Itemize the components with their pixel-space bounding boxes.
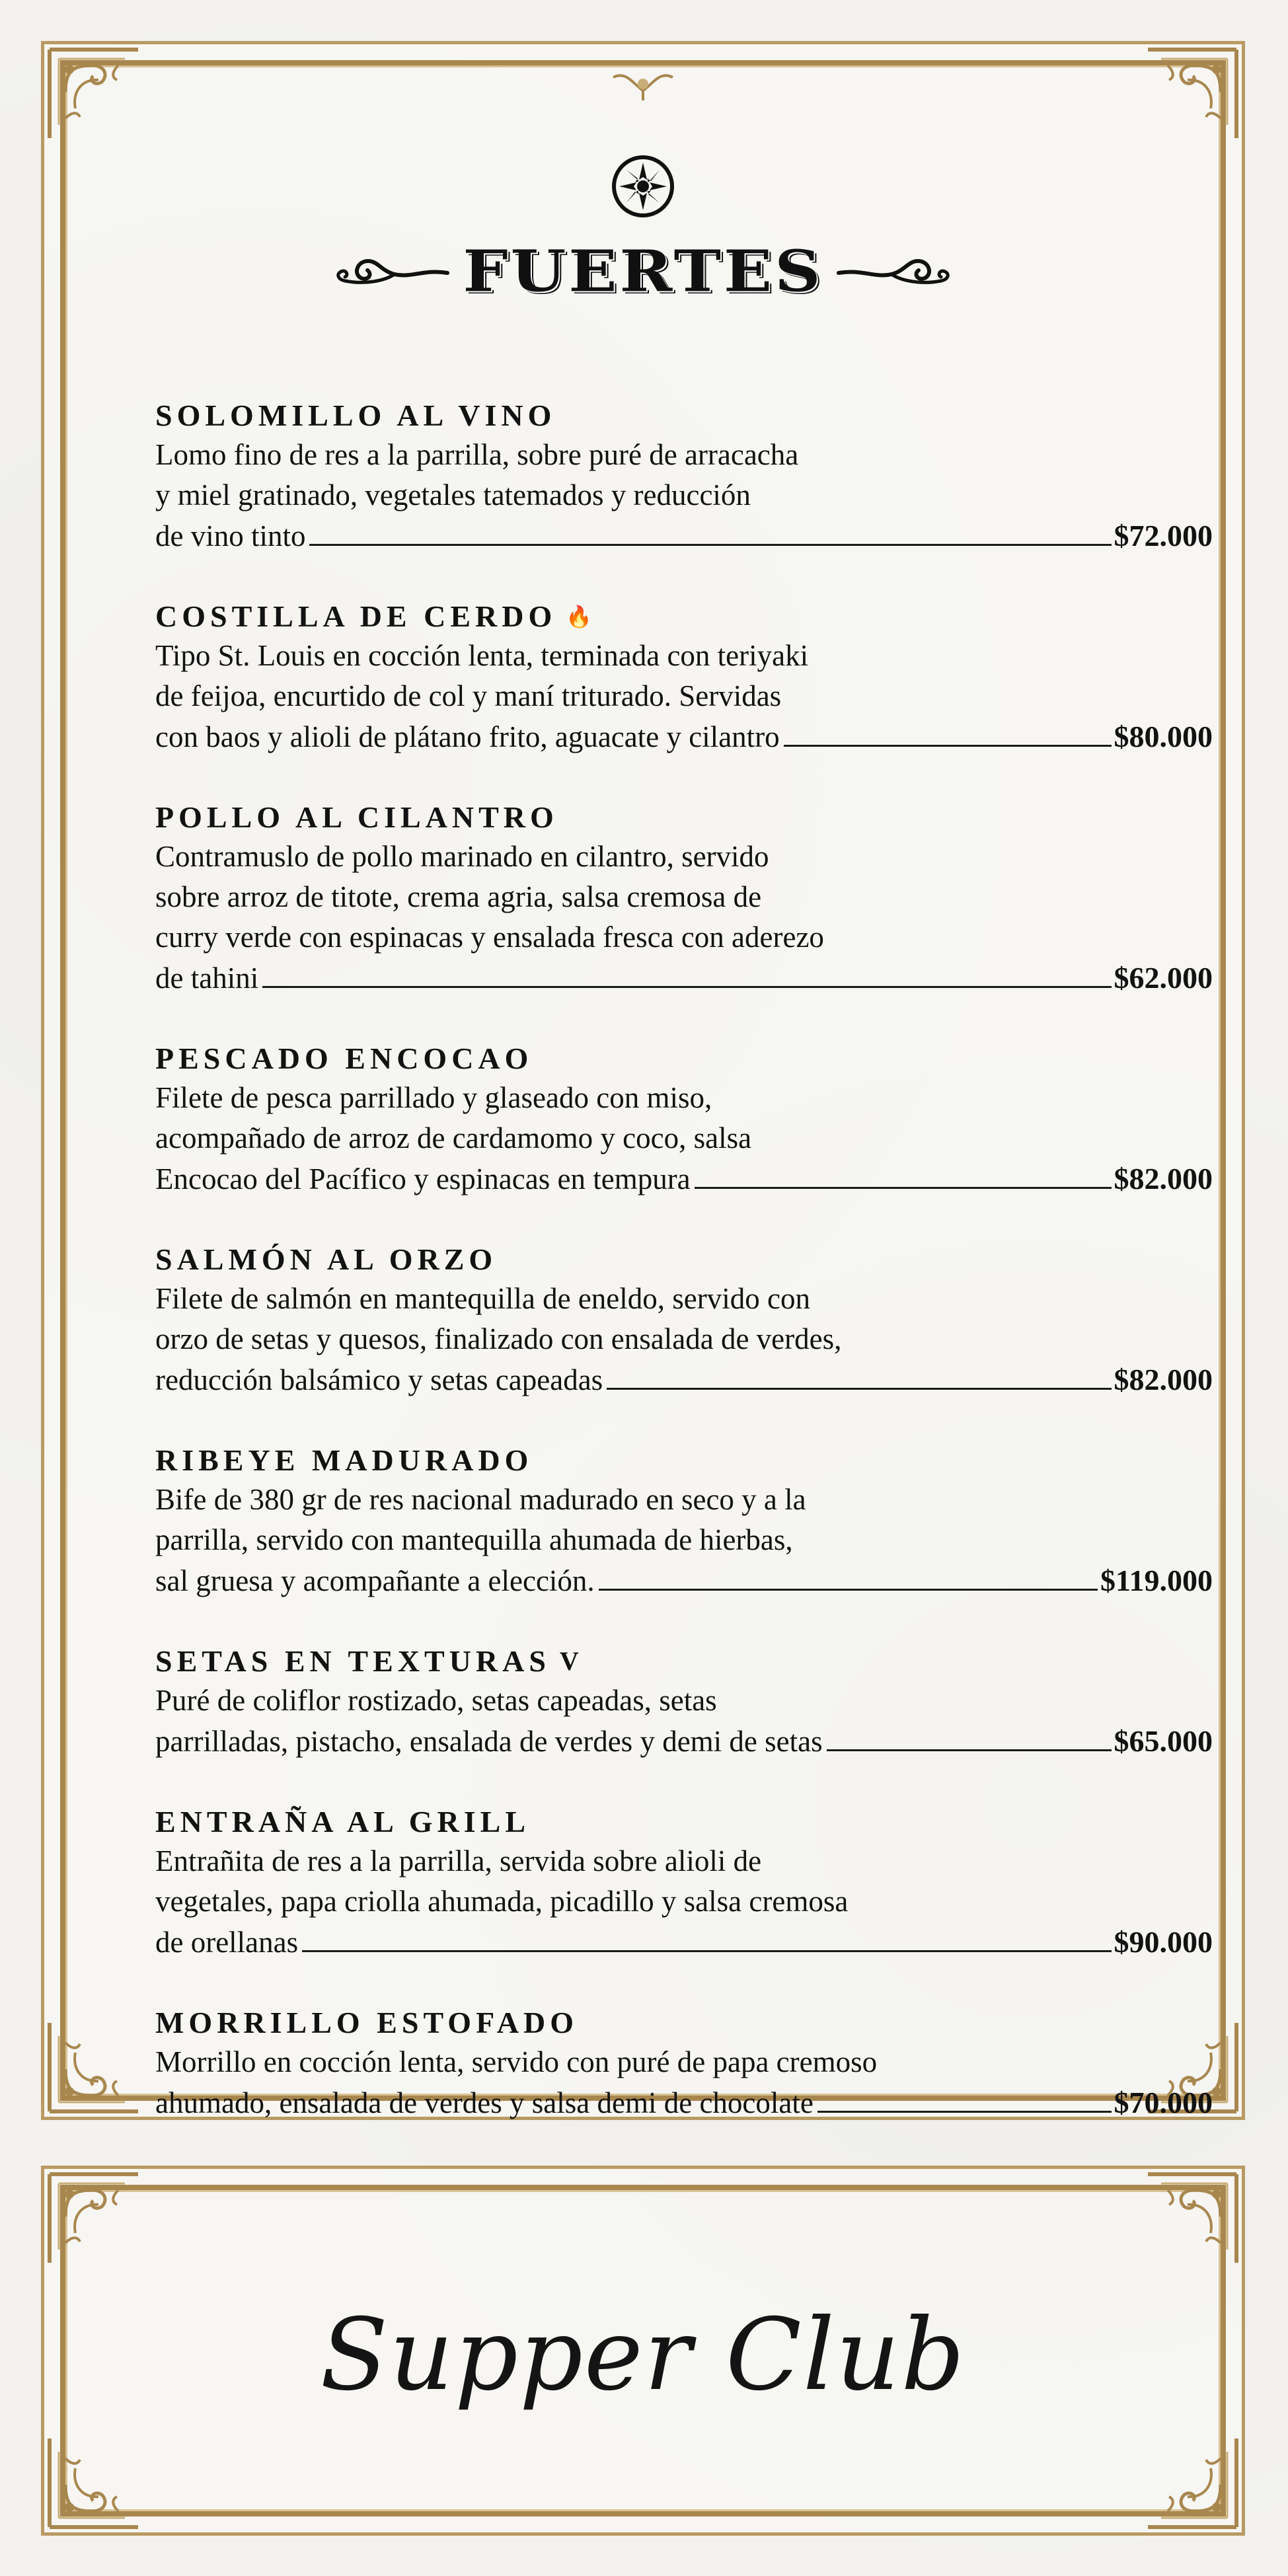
- description-line: de orellanas: [155, 1926, 299, 1959]
- description-line: de feijoa, encurtido de col y maní triturado. Servidas: [155, 679, 782, 712]
- dish-description: [155, 1078, 1213, 1199]
- description-last-line: [155, 1922, 1213, 1963]
- vegetarian-icon: V: [559, 1646, 579, 1676]
- menu-item: [155, 798, 1213, 999]
- menu-item: [155, 2004, 1213, 2123]
- corner-ornament-icon: [1141, 46, 1240, 145]
- corner-ornament-icon: [1141, 2170, 1240, 2269]
- menu-item: [155, 397, 1213, 556]
- sun-emblem-icon: [610, 153, 676, 219]
- description-line: parrilladas, pistacho, ensalada de verdes y demi de setas: [155, 1725, 823, 1758]
- corner-ornament-icon: [1141, 2432, 1240, 2531]
- dish-price: $119.000: [1100, 1564, 1213, 1597]
- dish-price: $72.000: [1114, 519, 1213, 552]
- dish-description: [155, 1841, 1213, 1963]
- leader-line: [827, 1749, 1112, 1751]
- description-line: orzo de setas y quesos, finalizado con ensalada de verdes,: [155, 1322, 842, 1355]
- dish-name: [155, 597, 1213, 636]
- dish-name: [155, 1040, 1213, 1078]
- dish-name-text: RIBEYE MADURADO: [155, 1443, 533, 1477]
- dish-description: [155, 1279, 1213, 1400]
- dish-price: $80.000: [1114, 720, 1213, 753]
- dish-description: [155, 636, 1213, 757]
- description-line: Entrañita de res a la parrilla, servida sobre alioli de: [155, 1844, 762, 1877]
- description-line: Tipo St. Louis en cocción lenta, terminada con teriyaki: [155, 639, 809, 672]
- description-line: con baos y alioli de plátano frito, aguacate y cilantro: [155, 720, 780, 753]
- dish-description: [155, 435, 1213, 556]
- corner-ornament-icon: [46, 46, 145, 145]
- scroll-flourish-icon: [332, 252, 451, 291]
- scroll-flourish-icon: [835, 252, 954, 291]
- section-title: FUERTES: [463, 237, 823, 305]
- description-line: Filete de salmón en mantequilla de eneldo, servido con: [155, 1282, 810, 1315]
- description-last-line: [155, 2082, 1213, 2123]
- dish-name: [155, 798, 1213, 837]
- dish-price: $90.000: [1114, 1925, 1213, 1959]
- menu-header: [44, 153, 1242, 309]
- leader-line: [817, 2110, 1112, 2113]
- description-line: curry verde con espinacas y ensalada fresca con aderezo: [155, 921, 824, 954]
- leader-line: [599, 1588, 1098, 1591]
- description-line: reducción balsámico y setas capeadas: [155, 1363, 603, 1396]
- description-line: sal gruesa y acompañante a elección.: [155, 1564, 595, 1597]
- leader-line: [302, 1950, 1111, 1952]
- menu-item: [155, 1441, 1213, 1601]
- description-line: Bife de 380 gr de res nacional madurado en seco y a la: [155, 1483, 806, 1516]
- corner-ornament-icon: [46, 2432, 145, 2531]
- description-line: Encocao del Pacífico y espinacas en tempura: [155, 1162, 691, 1195]
- leader-line: [309, 543, 1111, 546]
- dish-description: [155, 2042, 1213, 2123]
- dish-name: [155, 1642, 1213, 1681]
- menu-item: [155, 1803, 1213, 1963]
- brand-signature: Supper Club: [320, 2298, 966, 2413]
- dish-name: [155, 2004, 1213, 2042]
- dish-price: $82.000: [1114, 1162, 1213, 1195]
- menu-items: [155, 397, 1213, 2164]
- dish-name-text: SOLOMILLO AL VINO: [155, 398, 556, 432]
- dish-description: [155, 837, 1213, 999]
- description-last-line: [155, 1560, 1213, 1601]
- description-line: Morrillo en cocción lenta, servido con puré de papa cremoso: [155, 2045, 878, 2078]
- description-line: Lomo fino de res a la parrilla, sobre puré de arracacha: [155, 438, 799, 471]
- description-line: acompañado de arroz de cardamomo y coco, salsa: [155, 1121, 752, 1155]
- menu-item: [155, 1642, 1213, 1762]
- crest-ornament-icon: [607, 64, 679, 104]
- description-last-line: [155, 1158, 1213, 1199]
- menu-item: [155, 1240, 1213, 1400]
- description-last-line: [155, 716, 1213, 757]
- description-line: Contramuslo de pollo marinado en cilantro, servido: [155, 840, 769, 873]
- menu-item: [155, 597, 1213, 757]
- dish-price: $65.000: [1114, 1724, 1213, 1758]
- dish-name: [155, 1240, 1213, 1279]
- dish-name-text: PESCADO ENCOCAO: [155, 1042, 533, 1075]
- footer-card: [41, 2166, 1245, 2536]
- dish-name-text: SETAS EN TEXTURAS: [155, 1644, 550, 1678]
- dish-price: $82.000: [1114, 1363, 1213, 1396]
- corner-ornament-icon: [46, 2016, 145, 2115]
- description-line: ahumado, ensalada de verdes y salsa demi de chocolate: [155, 2086, 814, 2119]
- leader-line: [784, 744, 1112, 747]
- dish-description: [155, 1480, 1213, 1601]
- description-line: parrilla, servido con mantequilla ahumada de hierbas,: [155, 1523, 793, 1556]
- description-line: de vino tinto: [155, 519, 306, 552]
- dish-name-text: POLLO AL CILANTRO: [155, 800, 558, 834]
- description-line: de tahini: [155, 962, 259, 995]
- dish-description: [155, 1681, 1213, 1762]
- description-last-line: [155, 1359, 1213, 1400]
- dish-name: [155, 1441, 1213, 1480]
- leader-line: [695, 1186, 1112, 1189]
- menu-card: [41, 41, 1245, 2120]
- description-last-line: [155, 515, 1213, 556]
- description-line: vegetales, papa criolla ahumada, picadillo y salsa cremosa: [155, 1885, 849, 1918]
- description-last-line: [155, 1721, 1213, 1762]
- menu-item: [155, 1040, 1213, 1199]
- description-last-line: [155, 958, 1213, 999]
- description-line: y miel gratinado, vegetales tatemados y reducción: [155, 478, 751, 511]
- description-line: Puré de coliflor rostizado, setas capeadas, setas: [155, 1684, 717, 1717]
- dish-name-text: SALMÓN AL ORZO: [155, 1242, 498, 1276]
- leader-line: [262, 985, 1111, 988]
- dish-name-text: MORRILLO ESTOFADO: [155, 2006, 578, 2039]
- dish-name-text: COSTILLA DE CERDO: [155, 599, 557, 633]
- leader-line: [607, 1387, 1111, 1390]
- description-line: sobre arroz de titote, crema agria, salsa cremosa de: [155, 880, 762, 913]
- dish-name: [155, 1803, 1213, 1841]
- corner-ornament-icon: [46, 2170, 145, 2269]
- dish-name: [155, 397, 1213, 435]
- dish-price: $62.000: [1114, 961, 1213, 995]
- dish-price: $70.000: [1114, 2086, 1213, 2119]
- dish-name-text: ENTRAÑA AL GRILL: [155, 1805, 531, 1838]
- description-line: Filete de pesca parrillado y glaseado con miso,: [155, 1081, 712, 1114]
- flame-icon: 🔥: [566, 605, 593, 628]
